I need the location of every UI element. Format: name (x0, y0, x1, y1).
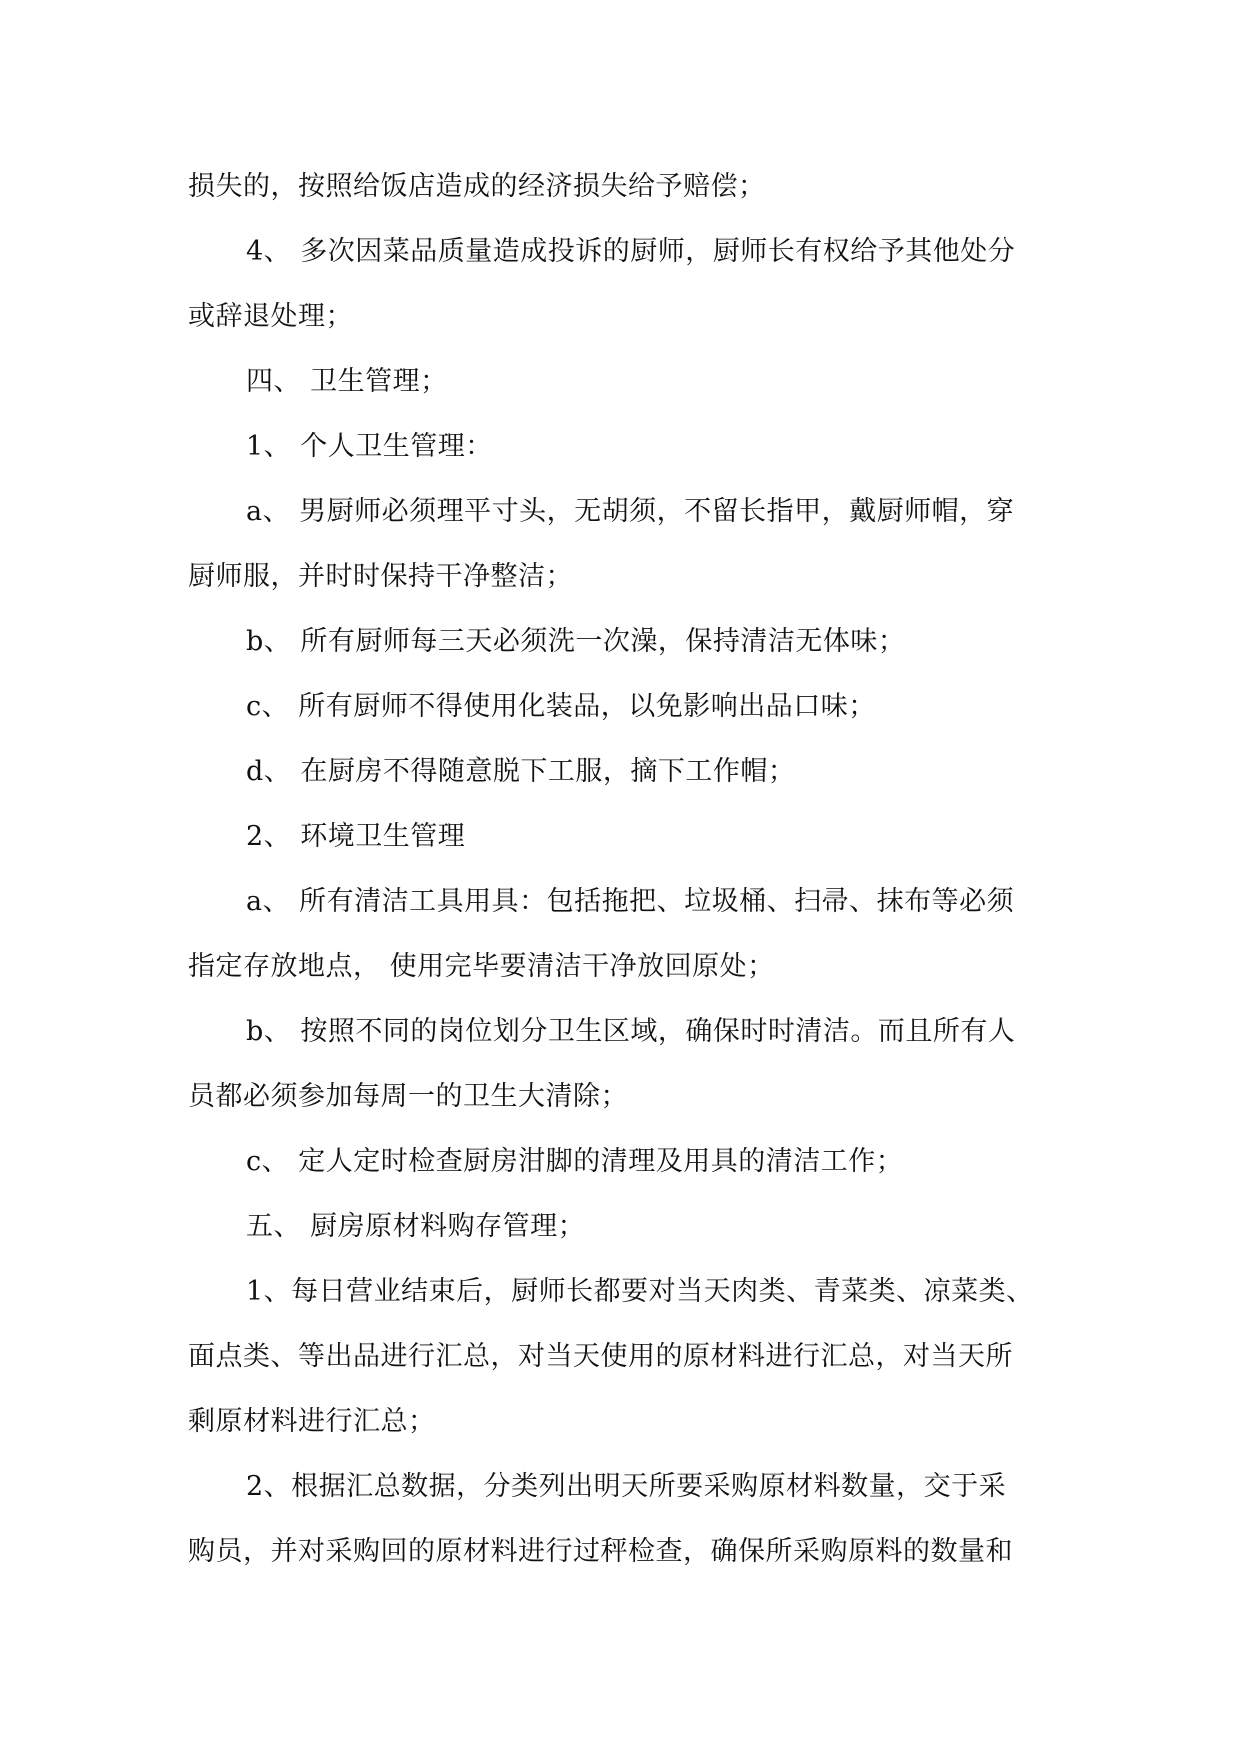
text-line: c、 定人定时检查厨房泔脚的清理及用具的清洁工作； (246, 1146, 904, 1177)
text-line: c、 所有厨师不得使用化装品，以免影响出品口味； (246, 691, 876, 722)
text-line: b、 所有厨师每三天必须洗一次澡，保持清洁无体味； (246, 626, 906, 657)
text-line: 员都必须参加每周一的卫生大清除； (188, 1081, 628, 1112)
subsection-heading: 1、 个人卫生管理： (246, 431, 493, 462)
text-line: 指定存放地点， 使用完毕要清洁干净放回原处； (188, 951, 775, 982)
text-line: 损失的，按照给饭店造成的经济损失给予赔偿； (188, 171, 766, 202)
text-line: 或辞退处理； (188, 301, 353, 332)
text-line: 面点类、等出品进行汇总，对当天使用的原材料进行汇总，对当天所 (188, 1341, 1013, 1372)
text-line: 剩原材料进行汇总； (188, 1406, 436, 1437)
text-line: d、 在厨房不得随意脱下工服，摘下工作帽； (246, 756, 796, 787)
text-line: a、 所有清洁工具用具：包括拖把、垃圾桶、扫帚、抹布等必须 (246, 886, 1015, 917)
text-line: 4、 多次因菜品质量造成投诉的厨师，厨师长有权给予其他处分 (246, 236, 1016, 267)
text-line: b、 按照不同的岗位划分卫生区域，确保时时清洁。而且所有人 (246, 1016, 1016, 1047)
subsection-heading: 2、 环境卫生管理 (246, 821, 466, 852)
text-line: 厨师服，并时时保持干净整洁； (188, 561, 573, 592)
text-line: 1、每日营业结束后，厨师长都要对当天肉类、青菜类、凉菜类、 (246, 1276, 1034, 1307)
text-line: 2、根据汇总数据，分类列出明天所要采购原材料数量，交于采 (246, 1471, 1007, 1502)
document-body (188, 154, 1068, 1584)
section-heading: 四、 卫生管理； (246, 366, 448, 397)
text-line: 购员，并对采购回的原材料进行过秤检查，确保所采购原料的数量和 (188, 1536, 1013, 1567)
section-heading: 五、 厨房原材料购存管理； (246, 1211, 586, 1242)
text-line: a、 男厨师必须理平寸头，无胡须，不留长指甲，戴厨师帽，穿 (246, 496, 1015, 527)
